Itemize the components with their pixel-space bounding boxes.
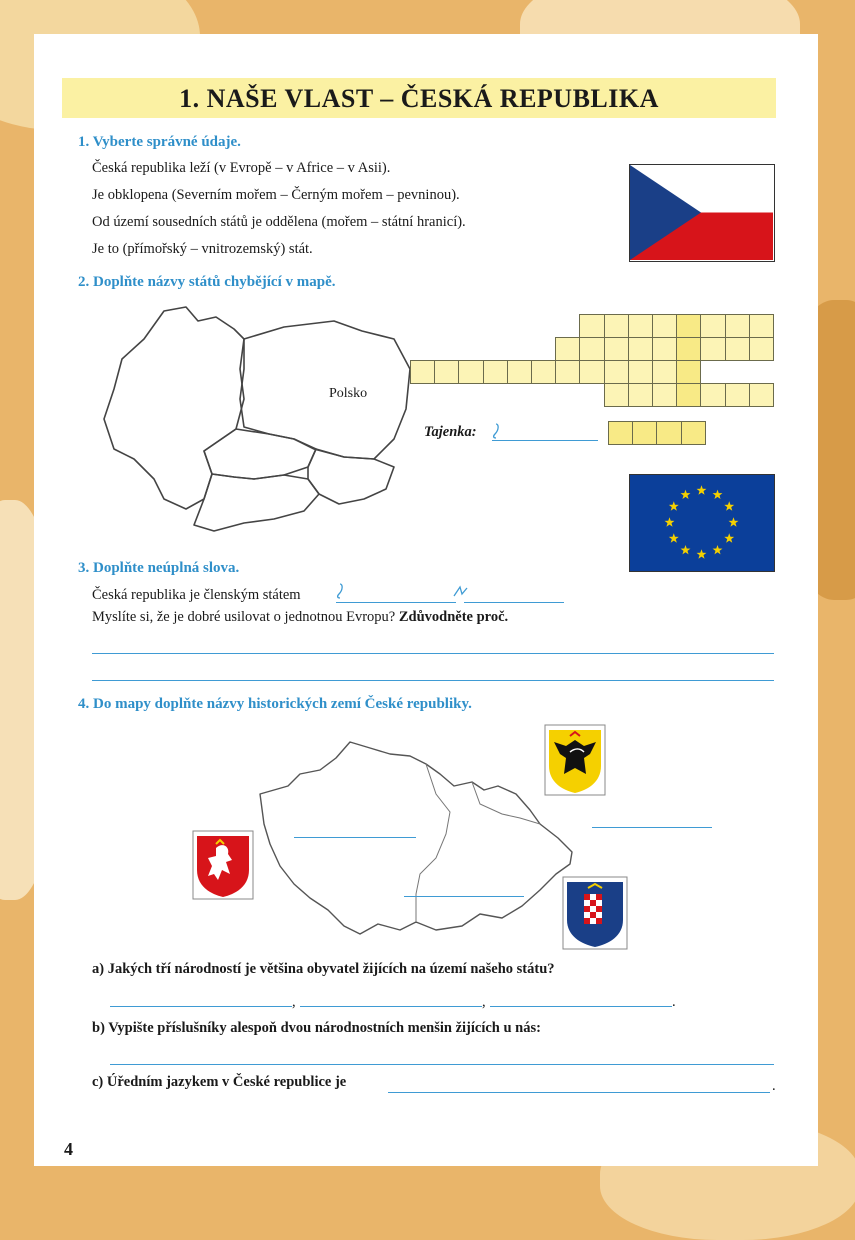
task3-line2-text: Myslíte si, že je dobré usilovat o jednotnou Evropu?	[92, 609, 396, 625]
tajenka-cells	[609, 421, 706, 445]
crossword-cell[interactable]	[555, 360, 580, 384]
task1-line: Je to (přímořský – vnitrozemský) stát.	[92, 241, 313, 257]
silesia-coat-of-arms	[544, 724, 606, 796]
crossword-cell[interactable]	[652, 337, 677, 361]
answer-a-2[interactable]	[300, 1006, 482, 1007]
crossword-cell[interactable]	[628, 314, 653, 338]
crossword-cell[interactable]	[555, 337, 580, 361]
crossword-cell[interactable]	[434, 360, 459, 384]
crossword-cell[interactable]	[628, 337, 653, 361]
eu-star	[697, 485, 707, 494]
eu-star	[669, 501, 679, 510]
answer-separator: ,	[292, 994, 296, 1010]
answer-separator: .	[772, 1078, 776, 1094]
task3-heading: 3. Doplňte neúplná slova.	[78, 560, 240, 576]
tajenka-cell[interactable]	[681, 421, 706, 445]
task1-line: Je obklopena (Severním mořem – Černým mořem – pevninou).	[92, 187, 460, 203]
tajenka-cell[interactable]	[656, 421, 681, 445]
crossword-cell[interactable]	[725, 337, 750, 361]
map-label-poland: Polsko	[329, 386, 368, 401]
crossword-grid	[411, 314, 776, 424]
crossword-cell[interactable]	[410, 360, 435, 384]
moravia-answer-line[interactable]	[404, 896, 524, 897]
crossword-cell[interactable]	[725, 383, 750, 407]
eu-star	[713, 545, 723, 554]
czech-republic-map	[240, 734, 580, 944]
crossword-cell[interactable]	[700, 383, 725, 407]
crossword-cell[interactable]	[604, 314, 629, 338]
question-a: a) Jakých tří národností je většina obyvatel žijících na území našeho státu?	[92, 961, 555, 977]
eu-star	[681, 545, 691, 554]
eu-star	[713, 490, 723, 499]
eu-star	[729, 517, 739, 526]
worksheet-page	[34, 34, 818, 1166]
eu-star	[724, 501, 734, 510]
answer-a-1[interactable]	[110, 1006, 292, 1007]
eu-star	[681, 490, 691, 499]
bohemia-answer-line[interactable]	[294, 837, 416, 838]
crossword-cell[interactable]	[579, 337, 604, 361]
crossword-cell[interactable]	[458, 360, 483, 384]
crossword-cell[interactable]	[676, 337, 701, 361]
crossword-cell[interactable]	[749, 314, 774, 338]
crossword-cell[interactable]	[604, 360, 629, 384]
crossword-cell[interactable]	[483, 360, 508, 384]
question-b: b) Vypište příslušníky alespoň dvou národnostních menšin žijících u nás:	[92, 1020, 541, 1036]
answer-c[interactable]	[388, 1092, 770, 1093]
crossword-cell[interactable]	[507, 360, 532, 384]
task3-line2	[92, 609, 508, 626]
crossword-cell[interactable]	[531, 360, 556, 384]
task1-line: Česká republika leží (v Evropě – v Africe – v Asii).	[92, 160, 391, 176]
answer-b[interactable]	[110, 1064, 774, 1065]
eu-star	[669, 533, 679, 542]
eu-answer-line-2[interactable]	[464, 602, 564, 603]
crossword-cell[interactable]	[700, 337, 725, 361]
crossword-cell[interactable]	[652, 314, 677, 338]
crossword-cell[interactable]	[749, 383, 774, 407]
silesia-answer-line[interactable]	[592, 827, 712, 828]
crossword-row	[605, 383, 774, 407]
tajenka-answer-line[interactable]	[492, 440, 598, 441]
eu-flag	[629, 474, 775, 572]
task2-heading: 2. Doplňte názvy států chybějící v mapě.	[78, 274, 336, 290]
crossword-cell[interactable]	[676, 383, 701, 407]
crossword-row	[411, 360, 701, 384]
crossword-cell[interactable]	[604, 337, 629, 361]
crossword-cell[interactable]	[579, 360, 604, 384]
crossword-cell[interactable]	[604, 383, 629, 407]
answer-separator: .	[672, 994, 676, 1010]
pencil-mark-icon	[452, 584, 470, 600]
tajenka-cell[interactable]	[632, 421, 657, 445]
crossword-cell[interactable]	[628, 360, 653, 384]
tajenka-label: Tajenka:	[424, 424, 477, 440]
task3-line1: Česká republika je členským státem	[92, 587, 301, 603]
crossword-cell[interactable]	[700, 314, 725, 338]
page-title: 1. NAŠE VLAST – ČESKÁ REPUBLIKA	[179, 84, 659, 113]
answer-a-3[interactable]	[490, 1006, 672, 1007]
eu-answer-line-1[interactable]	[336, 602, 456, 603]
eu-star	[697, 549, 707, 558]
question-c: c) Úředním jazykem v České republice je	[92, 1074, 347, 1090]
task1-line: Od území sousedních států je oddělena (mořem – státní hranicí).	[92, 214, 466, 230]
crossword-cell[interactable]	[676, 314, 701, 338]
answer-line[interactable]	[92, 680, 774, 681]
crossword-cell[interactable]	[579, 314, 604, 338]
task1-heading: 1. Vyberte správné údaje.	[78, 134, 241, 150]
task3-line2-bold: Zdůvodněte proč.	[398, 609, 509, 625]
czech-flag	[629, 164, 775, 262]
page-number: 4	[64, 1139, 73, 1159]
moravia-coat-of-arms	[562, 876, 628, 950]
crossword-cell[interactable]	[652, 383, 677, 407]
title-banner	[62, 78, 776, 118]
crossword-cell[interactable]	[652, 360, 677, 384]
answer-separator: ,	[482, 994, 486, 1010]
crossword-cell[interactable]	[628, 383, 653, 407]
bohemia-coat-of-arms	[192, 830, 254, 900]
crossword-row	[580, 314, 774, 338]
pencil-mark-icon	[334, 582, 346, 602]
eu-star	[724, 533, 734, 542]
tajenka-cell[interactable]	[608, 421, 633, 445]
crossword-cell[interactable]	[749, 337, 774, 361]
eu-star	[665, 517, 675, 526]
crossword-row	[556, 337, 774, 361]
central-europe-map	[94, 299, 414, 539]
pencil-mark-icon	[490, 422, 502, 442]
crossword-cell[interactable]	[676, 360, 701, 384]
crossword-cell[interactable]	[725, 314, 750, 338]
task4-heading: 4. Do mapy doplňte názvy historických zemí České republiky.	[78, 696, 472, 712]
answer-line[interactable]	[92, 653, 774, 654]
